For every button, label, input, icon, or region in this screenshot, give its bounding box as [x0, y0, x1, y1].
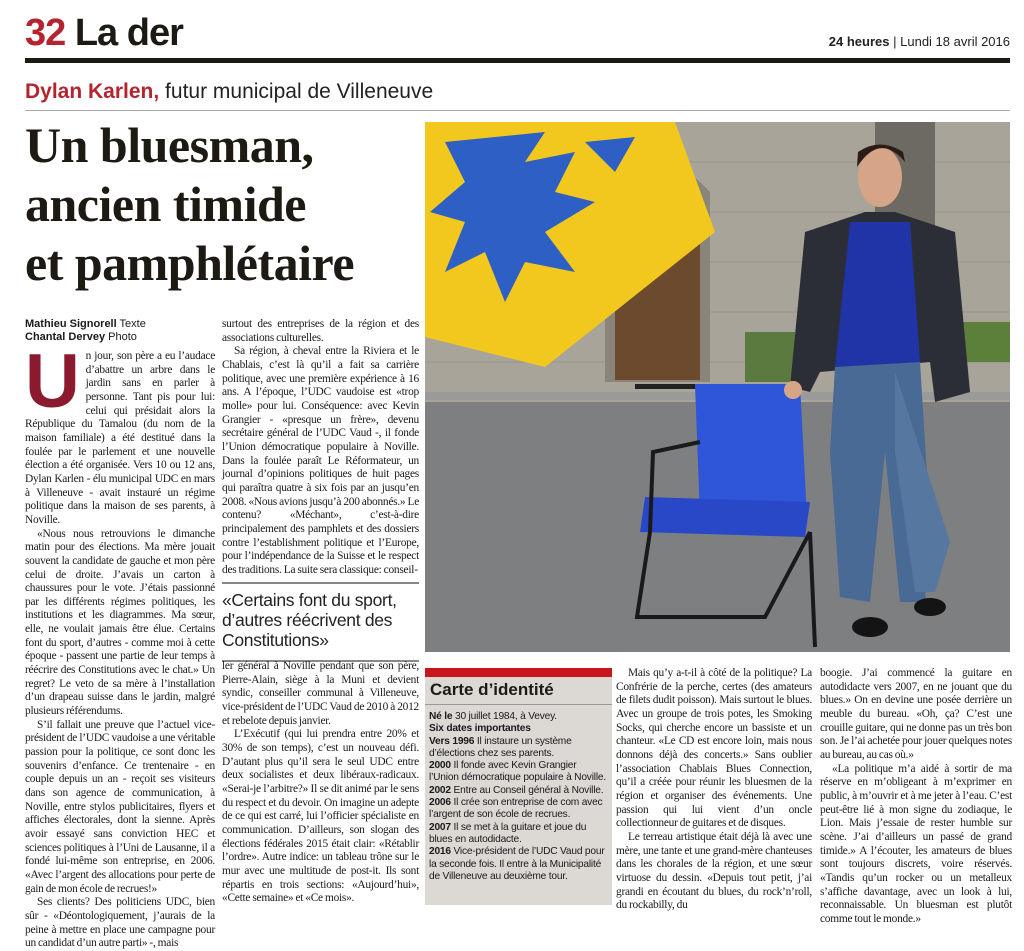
photographer-name: Chantal Dervey — [25, 331, 106, 343]
separator: | — [893, 34, 897, 49]
headline — [25, 116, 425, 293]
id-card-title: Carte d’identité — [425, 677, 612, 705]
author-role: Texte — [119, 318, 146, 330]
date-text: Il instaure un système d’élections chez ses parents. — [429, 735, 572, 759]
paragraph-text: n jour, son père a eu l’audace d’abattre un arbre dans le jardin sans en parler à personne. Tant pis pour lui: celui qui présidait alors la République du Tamalou (du nom de la maison familiale) a été destitué dans la foulée par le parlement et une nouvelle élection a été organisée. Vers 10 ou 12 ans, Dylan Karlen - élu municipal UDC en mars à Villeneuve - avait instauré un régime politique dans la maison de ses parents, à Noville. — [25, 350, 215, 526]
author-name: Mathieu Signorell — [25, 318, 117, 330]
date-text: Il se met à la guitare et joue du blues en autodidacte. — [429, 821, 587, 845]
date-entry — [429, 822, 608, 847]
paragraph: Le terreau artistique était déjà là avec une mère, une tante et une grand-mère chanteuses dans les chorales de la région, et une sœur virtuose du dessin. «Depuis tout petit, j’ai grandi en écoutant du blues, du rock’n’roll, du rockabilly, du — [616, 830, 812, 912]
id-card-bar — [425, 668, 612, 677]
date-entry — [429, 846, 608, 883]
headline-line: Un bluesman, — [25, 117, 314, 173]
header-rule — [25, 58, 1010, 63]
article-column-2-bottom — [222, 660, 419, 906]
born-value: 30 juillet 1984, à Vevey. — [452, 711, 557, 722]
paragraph: ler général à Noville pendant que son père, Pierre-Alain, siège à la Muni et devient syndic, conseiller communal à Villeneuve, vice-président de l’UDC Vaud de 2010 à 2012 et rebelote depuis janvier. — [222, 660, 419, 727]
id-card-box — [425, 668, 612, 905]
date-entry — [429, 736, 608, 761]
paragraph: surtout des entreprises de la région et des associations culturelles. — [222, 318, 419, 344]
paragraph: Sa région, à cheval entre la Riviera et le Chablais, c’est là qu’il a fait sa carrière politique, avec une première expérience à 16 ans. A l’époque, l’UDC vaudoise est «trop molle» pour lui. Conséquence: avec Kevin Grangier - «presque un frère», devenu secrétaire général de l’UDC Vaud -, il fonde l’Union démocratique populaire à Noville. Dans la foulée paraît Le Réformateur, un journal d’opinions politiques de huit pages qui paraîtra quatre à six fois par an jusqu’en 2008. «Nous avions jusqu’à 200 abonnés.» Le contenu? «Méchant», c’est-à-dire principalement des pamphlets et des dossiers contre l’establishment politique et l’Europe, pour l’indépendance de la Suisse et le respect des traditions. La suite sera classique: conseil- — [222, 345, 419, 576]
date-text: Il crée son entreprise de com avec l’argent de son école de recrues. — [429, 797, 603, 821]
paragraph: Mais qu’y a-t-il à côté de la politique? La Confrérie de la perche, certes (des amateurs de filets dudit poisson). Mais surtout le blues. Avec un groupe de trois potes, les Smoking Socks, qui cherche encore un bassiste et un chanteur. «Le CD est encore loin, mais nous donnons déjà des concerts.» Sans oublier l’association Chablais Blues Connection, qu’il a créée pour réunir les bluesmen de la région et organiser des événements. Une passion qui lui vient d’un oncle collectionneur de guitares et de disques. — [616, 667, 812, 830]
date-year: 2000 — [429, 760, 451, 772]
date-text: Entre au Conseil général à Noville. — [450, 784, 604, 796]
page-number: 32 — [25, 12, 66, 54]
section-name: La der — [74, 12, 183, 54]
section-title — [25, 12, 183, 55]
paragraph: S’il fallait une preuve que l’actuel vice-président de l’UDC vaudoise a une véritable passion pour la politique, ce sont donc les souvenirs d’enfance. Ce trentenaire - en couple depuis un an - reçoit ses visiteurs dans son agence de communication, à Noville, entre stylos publicitaires, flyers et affiches électorales, dont la sienne. Après avoir essayé sans conviction HEC et sciences politiques à l’Uni de Lausanne, il a fondé lui-même son entreprise, en 2006. «Avec l’argent des allocations pour perte de gain de mon école de recrues!» — [25, 718, 215, 895]
drop-cap: U — [25, 339, 80, 424]
kicker — [25, 80, 433, 104]
paragraph: «Nous nous retrouvions le dimanche matin pour des élections. Ma mère jouait souvent la candidate de gauche et mon père celui de droite. J’avais un carton à chaussures pour le vote. J’étais passionné par les différents régimes politiques, les institutions et les diagrammes. Ma sœur, elle, ne voulait jamais être élue. Certains font du sport, d’autres - comme moi à cette époque - passent une partie de leur temps à réécrire des Constitutions avec le chat.» Un regret? Le veto de sa mère à l’installation d’un drapeau suisse dans le jardin, malgré plusieurs référendums. — [25, 527, 215, 718]
kicker-rest: futur municipal de Villeneuve — [159, 80, 434, 103]
date-entry — [429, 785, 608, 797]
born-label: Né le — [429, 711, 453, 722]
date-year: 2007 — [429, 821, 451, 833]
pull-quote: «Certains font du sport, d’autres réécrivent des Constitutions» — [222, 582, 419, 662]
date: Lundi 18 avril 2016 — [900, 34, 1010, 49]
paper-name: 24 heures — [828, 34, 890, 49]
date-year: 2006 — [429, 797, 451, 809]
article-column-1 — [25, 339, 215, 951]
article-column-4 — [616, 667, 812, 913]
headline-line: ancien timide — [25, 176, 306, 232]
photographer-role: Photo — [108, 331, 137, 343]
date-text: Vice-président de l’UDC Vaud pour la seconde fois. Il entre à la Municipalité de Villeneuve au deuxième tour. — [429, 846, 605, 882]
date-year: Vers 1996 — [429, 735, 475, 747]
paragraph: boogie. J’ai commencé la guitare en autodidacte vers 2007, en ne jouant que du blues.» On en devine une posée derrière un meuble du bureau. «Oh, ça? C’est une crouille guitare, qui ne donne pas un très bon son. Je l’ai achetée pour jouer quelques notes au bureau, au cas où.» — [820, 667, 1012, 761]
paragraph — [25, 339, 215, 528]
headline-line: et pamphlétaire — [25, 235, 355, 291]
blue-chair — [695, 384, 807, 517]
date-entry — [429, 760, 608, 785]
article-column-2-top — [222, 318, 419, 577]
paragraph: Ses clients? Des politiciens UDC, bien sûr - «Déontologiquement, j’aurais de la peine à mettre en place une campagne pour un candidat d’un autre parti» -, mais — [25, 896, 215, 950]
paragraph: «La politique m’a aidé à sortir de ma réserve en m’obligeant à m’exprimer en public, à m’ouvrir et à me jeter à l’eau. C’est peut-être lié à mon signe du zodiaque, le Lion. Mais j’essaie de rester humble sur scène. J’ai d’ailleurs un passé de grand timide.» A l’écouter, les amateurs de blues sont toujours discrets, voire réservés. «Tandis qu’un rocker ou un metalleux s’affiche davantage, avec un look à lui, reconnaissable. Un bluesman est plutôt comme tout le monde.» — [820, 762, 1012, 925]
date-entry — [429, 797, 608, 822]
masthead — [829, 34, 1010, 49]
article-column-5 — [820, 667, 1012, 926]
kicker-name: Dylan Karlen, — [25, 80, 160, 103]
date-year: 2016 — [429, 846, 451, 858]
id-card-subtitle: Six dates importantes — [429, 723, 531, 735]
date-year: 2002 — [429, 784, 451, 796]
kicker-rule — [25, 110, 1010, 111]
date-text: Il fonde avec Kevin Grangier l’Union démocratique populaire à Noville. — [429, 760, 606, 784]
paragraph: L’Exécutif (qui lui prendra entre 20% et 30% de son temps), c’est un nouveau défi. D’autant plus qu’il sera le seul UDC entre deux socialistes et deux libéraux-radicaux. «Serai-je l’arbitre?» Il se dit animé par le sens du respect et du devoir. On imagine un adepte de ce qui est carré, lui l’officier spécialiste en communication. D’ailleurs, son slogan des élections fédérales 2015 était clair: «Rétablir l’ordre». Autre indice: un tableau trône sur le mur avec une multitude de post-it. Ils sont répartis en trois sections: «Aujourd’hui», «Cette semaine» et «Ce mois». — [222, 728, 419, 905]
photo-dylan-karlen — [425, 122, 1010, 652]
